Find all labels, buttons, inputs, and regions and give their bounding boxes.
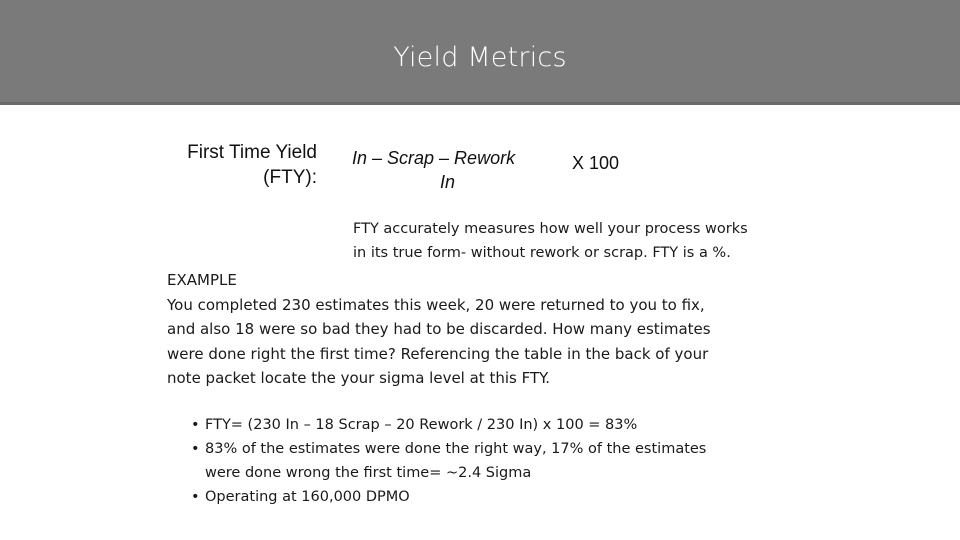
example-heading: EXAMPLE [167, 271, 237, 289]
fty-description-line2: in its true form- without rework or scrap. FTY is a %. [353, 245, 731, 261]
fraction-denominator: In [440, 172, 456, 192]
bullet-item [187, 485, 807, 509]
example-line: were done right the first time? Referencing the table in the back of your [167, 344, 709, 363]
example-line: note packet locate the your sigma level at this FTY. [167, 369, 551, 387]
slide-header [0, 0, 960, 105]
example-line: and also 18 were so bad they had to be discarded. How many estimates [167, 320, 711, 338]
bullet-item [187, 413, 807, 437]
example-line: You completed 230 estimates this week, 20 were returned to you to fix, [167, 295, 705, 314]
fty-label-line2: (FTY): [263, 167, 317, 188]
fty-multiplier: X 100 [572, 153, 620, 173]
bullet-marker: • [191, 441, 200, 457]
bullet-text: were done wrong the first time= ~2.4 Sigma [205, 465, 532, 481]
bullet-text: 83% of the estimates were done the right way, 17% of the estimates [205, 441, 707, 457]
bullet-marker: • [191, 489, 200, 505]
bullet-item [187, 437, 807, 485]
bullet-marker: • [191, 417, 200, 433]
fty-fraction [352, 146, 552, 194]
fty-label-line1: First Time Yield [187, 142, 317, 163]
slide-title: Yield Metrics [393, 42, 567, 73]
fty-label [130, 140, 317, 190]
fraction-numerator: In – Scrap – Rework [352, 148, 516, 168]
example-block [167, 268, 787, 391]
answer-bullet-list [187, 413, 807, 509]
fty-description [353, 217, 813, 265]
bullet-text: Operating at 160,000 DPMO [205, 489, 410, 505]
bullet-text: FTY= (230 In – 18 Scrap – 20 Rework / 230 In) x 100 = 83% [205, 417, 638, 433]
fty-description-line1: FTY accurately measures how well your process works [353, 221, 748, 237]
